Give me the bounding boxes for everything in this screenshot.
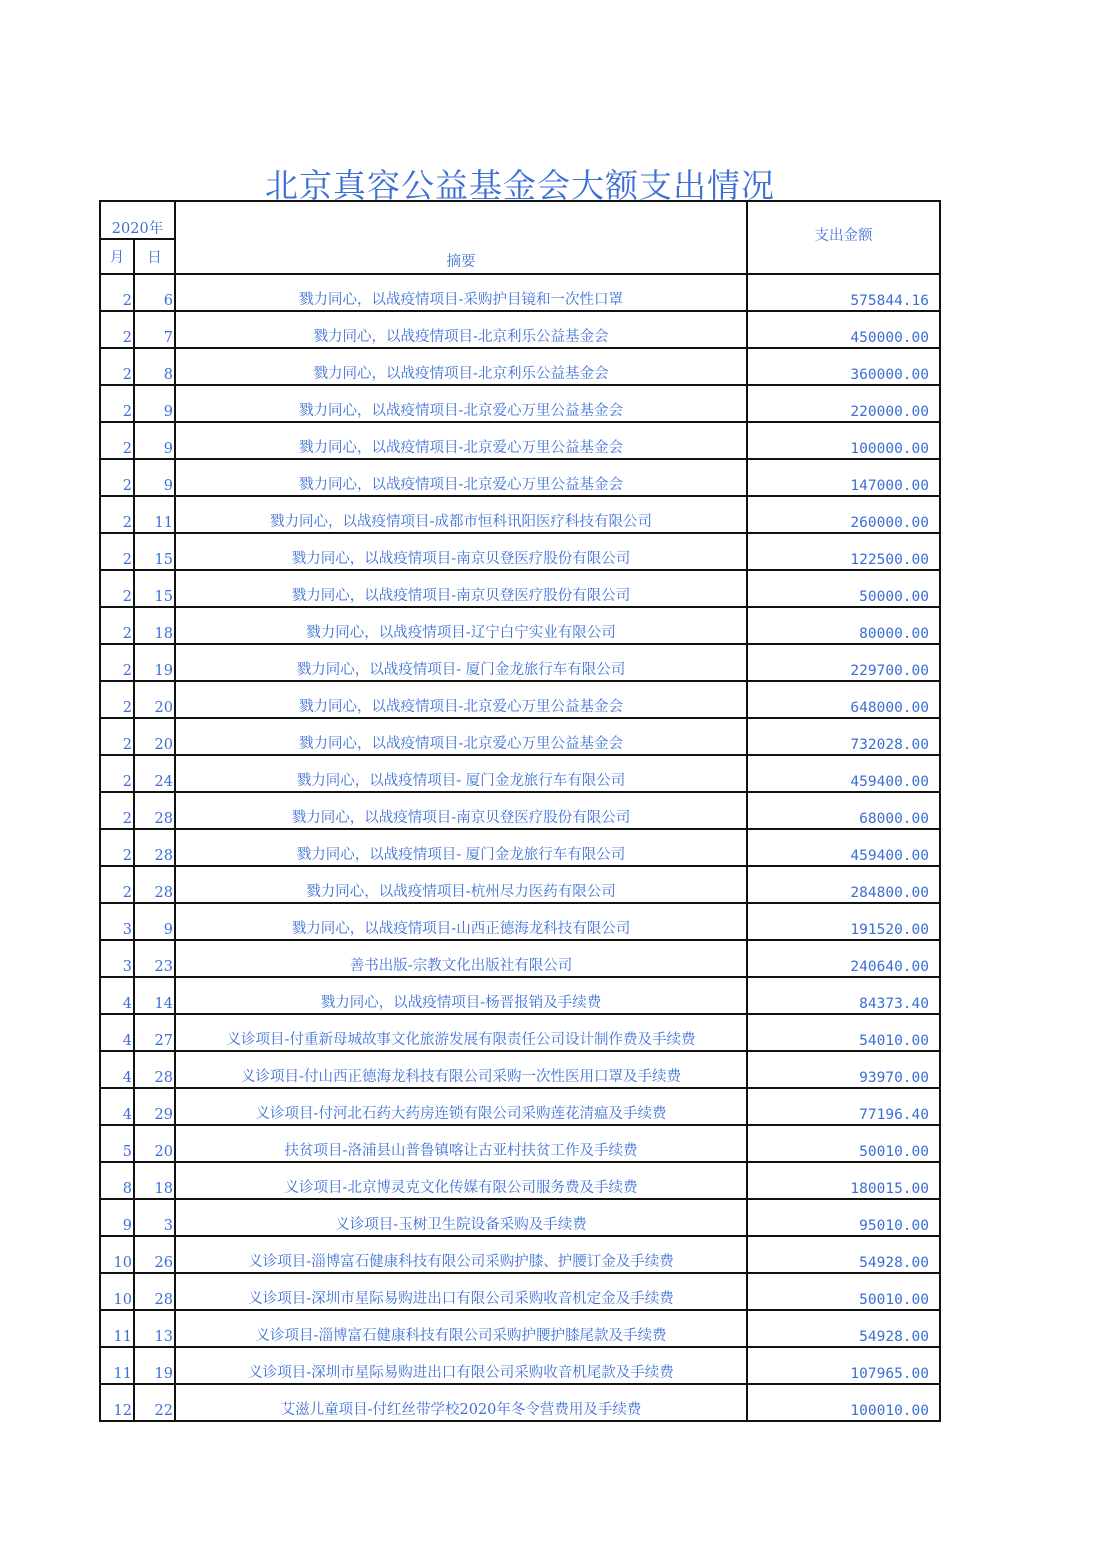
amount-cell: 84373.40 xyxy=(747,977,940,1014)
month-cell: 10 xyxy=(100,1236,134,1273)
table-row xyxy=(100,829,940,866)
day-cell: 29 xyxy=(134,1088,175,1125)
day-cell: 3 xyxy=(134,1199,175,1236)
summary-cell: 义诊项目-付河北石药大药房连锁有限公司采购莲花清瘟及手续费 xyxy=(175,1088,747,1125)
month-cell: 2 xyxy=(100,644,134,681)
day-cell: 7 xyxy=(134,311,175,348)
day-cell: 9 xyxy=(134,422,175,459)
summary-cell: 戮力同心，以战疫情项目- 厦门金龙旅行车有限公司 xyxy=(175,755,747,792)
table-row xyxy=(100,533,940,570)
amount-cell: 54928.00 xyxy=(747,1236,940,1273)
day-cell: 9 xyxy=(134,459,175,496)
amount-cell: 122500.00 xyxy=(747,533,940,570)
day-header: 日 xyxy=(134,239,175,274)
table-row xyxy=(100,385,940,422)
page-title: 北京真容公益基金会大额支出情况 xyxy=(265,166,775,205)
table-row xyxy=(100,1199,940,1236)
table-row xyxy=(100,607,940,644)
summary-cell: 戮力同心，以战疫情项目-杭州尽力医药有限公司 xyxy=(175,866,747,903)
summary-cell: 义诊项目-玉树卫生院设备采购及手续费 xyxy=(175,1199,747,1236)
amount-cell: 240640.00 xyxy=(747,940,940,977)
summary-cell: 义诊项目-付山西正德海龙科技有限公司采购一次性医用口罩及手续费 xyxy=(175,1051,747,1088)
amount-cell: 284800.00 xyxy=(747,866,940,903)
amount-cell: 229700.00 xyxy=(747,644,940,681)
day-cell: 22 xyxy=(134,1384,175,1421)
table-row xyxy=(100,792,940,829)
amount-cell: 260000.00 xyxy=(747,496,940,533)
month-cell: 2 xyxy=(100,459,134,496)
day-cell: 19 xyxy=(134,1347,175,1384)
month-cell: 4 xyxy=(100,977,134,1014)
table-row xyxy=(100,718,940,755)
table-row xyxy=(100,311,940,348)
summary-cell: 戮力同心，以战疫情项目-北京爱心万里公益基金会 xyxy=(175,718,747,755)
summary-cell: 戮力同心，以战疫情项目-采购护目镜和一次性口罩 xyxy=(175,274,747,311)
month-cell: 11 xyxy=(100,1310,134,1347)
table-row xyxy=(100,644,940,681)
table-row xyxy=(100,570,940,607)
summary-cell: 戮力同心，以战疫情项目-北京爱心万里公益基金会 xyxy=(175,385,747,422)
month-cell: 2 xyxy=(100,570,134,607)
day-cell: 19 xyxy=(134,644,175,681)
table-row xyxy=(100,459,940,496)
summary-cell: 戮力同心，以战疫情项目-北京利乐公益基金会 xyxy=(175,348,747,385)
day-cell: 11 xyxy=(134,496,175,533)
month-cell: 5 xyxy=(100,1125,134,1162)
month-header: 月 xyxy=(100,239,134,274)
summary-cell: 义诊项目-深圳市星际易购进出口有限公司采购收音机定金及手续费 xyxy=(175,1273,747,1310)
day-cell: 13 xyxy=(134,1310,175,1347)
table-row xyxy=(100,1088,940,1125)
summary-cell: 戮力同心，以战疫情项目-北京爱心万里公益基金会 xyxy=(175,459,747,496)
day-cell: 20 xyxy=(134,718,175,755)
amount-cell: 100010.00 xyxy=(747,1384,940,1421)
amount-cell: 77196.40 xyxy=(747,1088,940,1125)
table-row xyxy=(100,1014,940,1051)
summary-cell: 戮力同心，以战疫情项目-杨晋报销及手续费 xyxy=(175,977,747,1014)
month-cell: 3 xyxy=(100,940,134,977)
table-row xyxy=(100,348,940,385)
summary-cell: 戮力同心，以战疫情项目-北京爱心万里公益基金会 xyxy=(175,681,747,718)
day-cell: 26 xyxy=(134,1236,175,1273)
table-row xyxy=(100,274,940,311)
month-cell: 2 xyxy=(100,422,134,459)
summary-cell: 善书出版-宗教文化出版社有限公司 xyxy=(175,940,747,977)
amount-cell: 100000.00 xyxy=(747,422,940,459)
amount-cell: 450000.00 xyxy=(747,311,940,348)
year-header: 2020年 xyxy=(100,201,175,239)
table-row xyxy=(100,1384,940,1421)
table-row xyxy=(100,940,940,977)
month-cell: 2 xyxy=(100,311,134,348)
day-cell: 28 xyxy=(134,792,175,829)
month-cell: 2 xyxy=(100,866,134,903)
month-cell: 2 xyxy=(100,496,134,533)
amount-cell: 68000.00 xyxy=(747,792,940,829)
summary-cell: 戮力同心，以战疫情项目-辽宁白宁实业有限公司 xyxy=(175,607,747,644)
day-cell: 15 xyxy=(134,533,175,570)
amount-cell: 50010.00 xyxy=(747,1125,940,1162)
summary-cell: 艾滋儿童项目-付红丝带学校2020年冬令营费用及手续费 xyxy=(175,1384,747,1421)
month-cell: 2 xyxy=(100,718,134,755)
table-row xyxy=(100,755,940,792)
month-cell: 2 xyxy=(100,607,134,644)
month-cell: 2 xyxy=(100,533,134,570)
table-row xyxy=(100,1051,940,1088)
amount-cell: 732028.00 xyxy=(747,718,940,755)
summary-cell: 扶贫项目-洛浦县山普鲁镇喀让古亚村扶贫工作及手续费 xyxy=(175,1125,747,1162)
table-row xyxy=(100,866,940,903)
amount-cell: 93970.00 xyxy=(747,1051,940,1088)
day-cell: 8 xyxy=(134,348,175,385)
amount-cell: 80000.00 xyxy=(747,607,940,644)
day-cell: 23 xyxy=(134,940,175,977)
month-cell: 2 xyxy=(100,274,134,311)
table-row xyxy=(100,1236,940,1273)
expense-table xyxy=(99,200,941,1422)
amount-cell: 648000.00 xyxy=(747,681,940,718)
day-cell: 28 xyxy=(134,829,175,866)
summary-cell: 戮力同心，以战疫情项目-成都市恒科讯阳医疗科技有限公司 xyxy=(175,496,747,533)
month-cell: 4 xyxy=(100,1088,134,1125)
summary-cell: 戮力同心，以战疫情项目-南京贝登医疗股份有限公司 xyxy=(175,792,747,829)
month-cell: 2 xyxy=(100,681,134,718)
summary-cell: 义诊项目-北京博灵克文化传媒有限公司服务费及手续费 xyxy=(175,1162,747,1199)
amount-cell: 50010.00 xyxy=(747,1273,940,1310)
table-row xyxy=(100,1310,940,1347)
summary-cell: 义诊项目-付重新母城故事文化旅游发展有限责任公司设计制作费及手续费 xyxy=(175,1014,747,1051)
day-cell: 24 xyxy=(134,755,175,792)
amount-cell: 54010.00 xyxy=(747,1014,940,1051)
amount-cell: 220000.00 xyxy=(747,385,940,422)
table-row xyxy=(100,1125,940,1162)
header-row-top xyxy=(100,201,940,239)
amount-cell: 50000.00 xyxy=(747,570,940,607)
day-cell: 20 xyxy=(134,681,175,718)
day-cell: 18 xyxy=(134,607,175,644)
amount-cell: 459400.00 xyxy=(747,829,940,866)
summary-cell: 戮力同心，以战疫情项目-南京贝登医疗股份有限公司 xyxy=(175,570,747,607)
table-row xyxy=(100,903,940,940)
month-cell: 2 xyxy=(100,348,134,385)
summary-cell: 戮力同心，以战疫情项目-北京爱心万里公益基金会 xyxy=(175,422,747,459)
table-row xyxy=(100,422,940,459)
day-cell: 9 xyxy=(134,385,175,422)
table-row xyxy=(100,977,940,1014)
amount-cell: 180015.00 xyxy=(747,1162,940,1199)
month-cell: 11 xyxy=(100,1347,134,1384)
summary-cell: 义诊项目-深圳市星际易购进出口有限公司采购收音机尾款及手续费 xyxy=(175,1347,747,1384)
table-row xyxy=(100,1162,940,1199)
summary-cell: 戮力同心，以战疫情项目- 厦门金龙旅行车有限公司 xyxy=(175,829,747,866)
day-cell: 14 xyxy=(134,977,175,1014)
month-cell: 2 xyxy=(100,385,134,422)
amount-header: 支出金额 xyxy=(747,201,940,274)
month-cell: 4 xyxy=(100,1014,134,1051)
amount-cell: 575844.16 xyxy=(747,274,940,311)
month-cell: 12 xyxy=(100,1384,134,1421)
month-cell: 2 xyxy=(100,755,134,792)
day-cell: 28 xyxy=(134,1273,175,1310)
day-cell: 9 xyxy=(134,903,175,940)
summary-cell: 义诊项目-淄博富石健康科技有限公司采购护腰护膝尾款及手续费 xyxy=(175,1310,747,1347)
month-cell: 4 xyxy=(100,1051,134,1088)
table-row xyxy=(100,681,940,718)
amount-cell: 54928.00 xyxy=(747,1310,940,1347)
month-cell: 2 xyxy=(100,829,134,866)
amount-cell: 147000.00 xyxy=(747,459,940,496)
table-row xyxy=(100,496,940,533)
amount-cell: 95010.00 xyxy=(747,1199,940,1236)
amount-cell: 107965.00 xyxy=(747,1347,940,1384)
day-cell: 6 xyxy=(134,274,175,311)
day-cell: 28 xyxy=(134,866,175,903)
day-cell: 28 xyxy=(134,1051,175,1088)
summary-cell: 戮力同心，以战疫情项目-山西正德海龙科技有限公司 xyxy=(175,903,747,940)
day-cell: 18 xyxy=(134,1162,175,1199)
month-cell: 8 xyxy=(100,1162,134,1199)
amount-cell: 360000.00 xyxy=(747,348,940,385)
summary-cell: 义诊项目-淄博富石健康科技有限公司采购护膝、护腰订金及手续费 xyxy=(175,1236,747,1273)
month-cell: 10 xyxy=(100,1273,134,1310)
month-cell: 2 xyxy=(100,792,134,829)
day-cell: 15 xyxy=(134,570,175,607)
summary-cell: 戮力同心，以战疫情项目-北京利乐公益基金会 xyxy=(175,311,747,348)
summary-cell: 戮力同心，以战疫情项目-南京贝登医疗股份有限公司 xyxy=(175,533,747,570)
summary-header: 摘要 xyxy=(175,201,747,274)
day-cell: 27 xyxy=(134,1014,175,1051)
day-cell: 20 xyxy=(134,1125,175,1162)
amount-cell: 459400.00 xyxy=(747,755,940,792)
month-cell: 3 xyxy=(100,903,134,940)
month-cell: 9 xyxy=(100,1199,134,1236)
summary-cell: 戮力同心，以战疫情项目- 厦门金龙旅行车有限公司 xyxy=(175,644,747,681)
table-row xyxy=(100,1347,940,1384)
table-row xyxy=(100,1273,940,1310)
amount-cell: 191520.00 xyxy=(747,903,940,940)
